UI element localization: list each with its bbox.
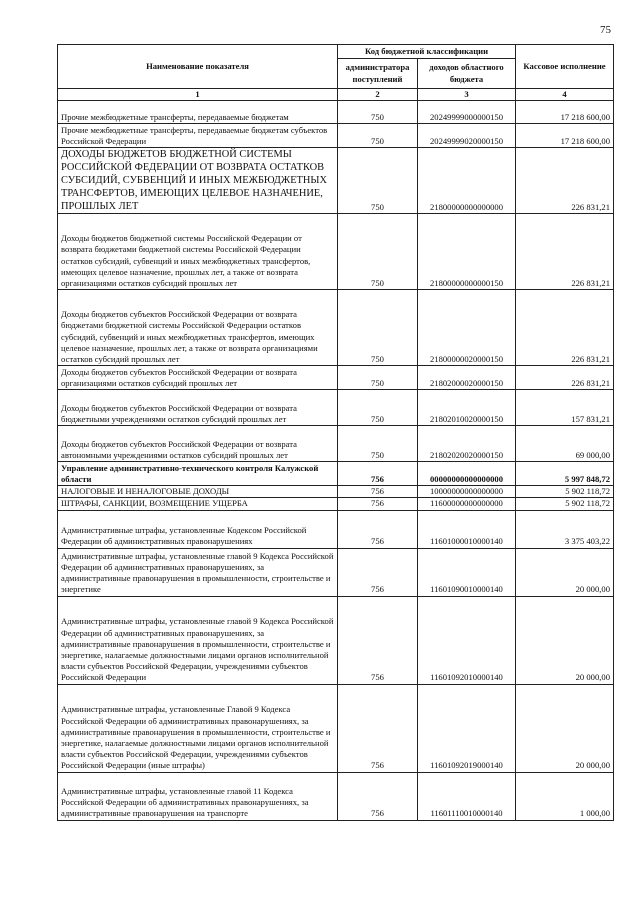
table-row	[58, 596, 614, 684]
table-row	[58, 684, 614, 772]
row-admin-code: 756	[338, 486, 418, 498]
row-amount: 69 000,00	[516, 426, 614, 462]
row-name: Доходы бюджетов бюджетной системы Российской Федерации от возврата бюджетами бюджетной системы Российской Федерации остатков субсидий, субвенций и иных межбюджетных трансфертов, имеющих целевое назначение, прошлых лет, а также от возврата организациями остатков субсидий прошлых лет	[58, 214, 338, 290]
table-row	[58, 426, 614, 462]
row-amount: 20 000,00	[516, 684, 614, 772]
table-row	[58, 214, 614, 290]
table-row	[58, 462, 614, 486]
row-name: Доходы бюджетов субъектов Российской Федерации от возврата автономными учреждениями остатков субсидий прошлых лет	[58, 426, 338, 462]
header-admin-code: администратора поступлений	[338, 59, 418, 89]
page-number: 75	[600, 24, 611, 36]
table-row	[58, 548, 614, 596]
column-number: 2	[338, 89, 418, 101]
row-name: Административные штрафы, установленные главой 9 Кодекса Российской Федерации об административных правонарушениях, за административные правонарушения в промышленности, строительстве и энергетике, налагаемые должностными лицами органов исполнительной власти субъектов Российской Федерации, учреждениями субъектов Российской Федерации	[58, 596, 338, 684]
row-budget-code: 00000000000000000	[418, 462, 516, 486]
row-name: НАЛОГОВЫЕ И НЕНАЛОГОВЫЕ ДОХОДЫ	[58, 486, 338, 498]
row-budget-code: 11600000000000000	[418, 498, 516, 510]
row-budget-code: 21800000020000150	[418, 290, 516, 366]
row-admin-code: 750	[338, 390, 418, 426]
table-row	[58, 510, 614, 548]
row-amount: 17 218 600,00	[516, 124, 614, 148]
row-budget-code: 21802000020000150	[418, 366, 516, 390]
row-amount: 226 831,21	[516, 366, 614, 390]
row-admin-code: 750	[338, 124, 418, 148]
row-admin-code: 756	[338, 772, 418, 820]
row-admin-code: 756	[338, 596, 418, 684]
row-admin-code: 750	[338, 214, 418, 290]
row-admin-code: 756	[338, 684, 418, 772]
row-name: Управление административно-технического контроля Калужской области	[58, 462, 338, 486]
table-row	[58, 148, 614, 214]
column-number: 1	[58, 89, 338, 101]
row-amount: 5 902 118,72	[516, 498, 614, 510]
row-budget-code: 11601092010000140	[418, 596, 516, 684]
row-budget-code: 11601092019000140	[418, 684, 516, 772]
row-budget-code: 11601090010000140	[418, 548, 516, 596]
row-amount: 1 000,00	[516, 772, 614, 820]
row-budget-code: 21802010020000150	[418, 390, 516, 426]
column-number: 4	[516, 89, 614, 101]
row-amount: 20 000,00	[516, 548, 614, 596]
row-name: Прочие межбюджетные трансферты, передаваемые бюджетам субъектов Российской Федерации	[58, 124, 338, 148]
row-budget-code: 20249999020000150	[418, 124, 516, 148]
row-amount: 157 831,21	[516, 390, 614, 426]
table-row	[58, 290, 614, 366]
table-row	[58, 101, 614, 124]
row-admin-code: 750	[338, 366, 418, 390]
row-amount: 20 000,00	[516, 596, 614, 684]
row-admin-code: 750	[338, 290, 418, 366]
row-admin-code: 756	[338, 498, 418, 510]
row-amount: 226 831,21	[516, 214, 614, 290]
header-classification-code: Код бюджетной классификации	[338, 45, 516, 59]
row-budget-code: 21800000000000150	[418, 214, 516, 290]
row-budget-code: 11601000010000140	[418, 510, 516, 548]
table-row	[58, 366, 614, 390]
row-budget-code: 10000000000000000	[418, 486, 516, 498]
row-name: Прочие межбюджетные трансферты, передаваемые бюджетам	[58, 101, 338, 124]
row-amount: 5 997 848,72	[516, 462, 614, 486]
row-name: Доходы бюджетов субъектов Российской Федерации от возврата организациями остатков субсидий прошлых лет	[58, 366, 338, 390]
row-amount: 226 831,21	[516, 290, 614, 366]
row-name: Доходы бюджетов субъектов Российской Федерации от возврата бюджетными учреждениями остатков субсидий прошлых лет	[58, 390, 338, 426]
header-cash-execution: Кассовое исполнение	[516, 45, 614, 89]
row-admin-code: 756	[338, 548, 418, 596]
row-name: Административные штрафы, установленные главой 9 Кодекса Российской Федерации об административных правонарушениях, за административные правонарушения в промышленности, строительстве и энергетике	[58, 548, 338, 596]
row-amount: 226 831,21	[516, 148, 614, 214]
row-admin-code: 756	[338, 510, 418, 548]
row-budget-code: 21800000000000000	[418, 148, 516, 214]
row-budget-code: 20249999000000150	[418, 101, 516, 124]
header-name: Наименование показателя	[58, 45, 338, 89]
table-row	[58, 772, 614, 820]
row-budget-code: 21802020020000150	[418, 426, 516, 462]
table-row	[58, 486, 614, 498]
row-name: Административные штрафы, установленные главой 11 Кодекса Российской Федерации об административных правонарушениях, за административные правонарушения на транспорте	[58, 772, 338, 820]
row-name: ШТРАФЫ, САНКЦИИ, ВОЗМЕЩЕНИЕ УЩЕРБА	[58, 498, 338, 510]
row-amount: 17 218 600,00	[516, 101, 614, 124]
row-name: ДОХОДЫ БЮДЖЕТОВ БЮДЖЕТНОЙ СИСТЕМЫ РОССИЙСКОЙ ФЕДЕРАЦИИ ОТ ВОЗВРАТА ОСТАТКОВ СУБСИДИЙ, СУБВЕНЦИЙ И ИНЫХ МЕЖБЮДЖЕТНЫХ ТРАНСФЕРТОВ, ИМЕЮЩИХ ЦЕЛЕВОЕ НАЗНАЧЕНИЕ, ПРОШЛЫХ ЛЕТ	[58, 148, 338, 214]
row-name: Административные штрафы, установленные Главой 9 Кодекса Российской Федерации об административных правонарушениях, за административные правонарушения в промышленности, строительстве и энергетике, налагаемые должностными лицами органов исполнительной власти субъектов Российской Федерации, учреждениями субъектов Российской Федерации (иные штрафы)	[58, 684, 338, 772]
table-row	[58, 124, 614, 148]
column-number: 3	[418, 89, 516, 101]
row-admin-code: 756	[338, 462, 418, 486]
table-row	[58, 390, 614, 426]
row-amount: 5 902 118,72	[516, 486, 614, 498]
header-income-code: доходов областного бюджета	[418, 59, 516, 89]
row-admin-code: 750	[338, 148, 418, 214]
row-amount: 3 375 403,22	[516, 510, 614, 548]
table-row	[58, 498, 614, 510]
budget-execution-table	[57, 44, 614, 821]
row-admin-code: 750	[338, 101, 418, 124]
row-admin-code: 750	[338, 426, 418, 462]
row-budget-code: 11601110010000140	[418, 772, 516, 820]
row-name: Доходы бюджетов субъектов Российской Федерации от возврата бюджетами бюджетной системы Российской Федерации остатков субсидий, субвенций и иных межбюджетных трансфертов, имеющих целевое назначение, прошлых лет, а также от возврата организациями остатков субсидий прошлых лет	[58, 290, 338, 366]
row-name: Административные штрафы, установленные Кодексом Российской Федерации об административных правонарушениях	[58, 510, 338, 548]
